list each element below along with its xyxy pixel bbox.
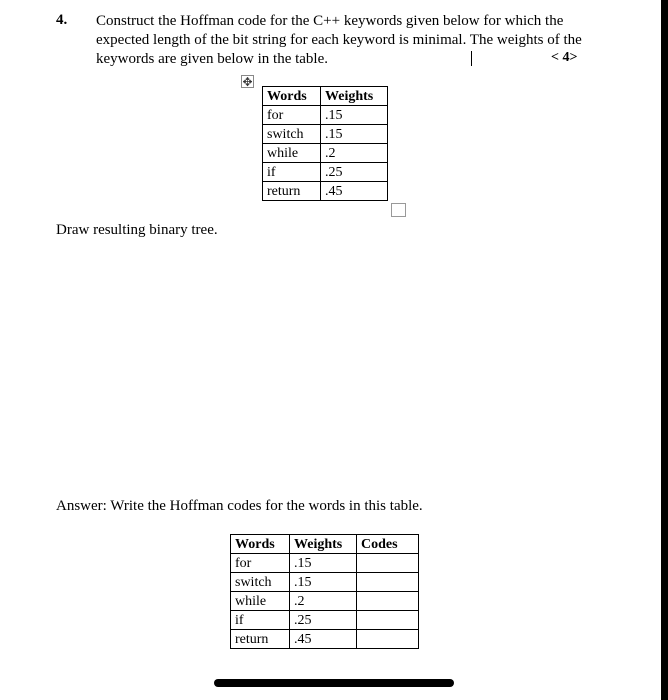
cell-weight: .2	[290, 592, 357, 611]
table-row	[263, 106, 388, 125]
table-header-row	[263, 87, 388, 106]
table-row	[263, 125, 388, 144]
home-indicator[interactable]	[214, 679, 454, 687]
cell-word: for	[263, 106, 321, 125]
text-cursor	[471, 51, 472, 66]
header-words: Words	[263, 87, 321, 106]
table-row	[263, 163, 388, 182]
cell-word: switch	[231, 573, 290, 592]
cell-weight: .15	[290, 573, 357, 592]
cell-code[interactable]	[357, 611, 419, 630]
table-row	[231, 592, 419, 611]
cell-word: if	[263, 163, 321, 182]
cell-weight: .15	[290, 554, 357, 573]
answer-instruction: Answer: Write the Hoffman codes for the words in this table.	[56, 498, 423, 514]
cell-word: while	[263, 144, 321, 163]
table-row	[231, 554, 419, 573]
move-handle-icon[interactable]: ✥	[242, 75, 253, 89]
cell-weight: .25	[290, 611, 357, 630]
cell-weight: .45	[321, 182, 388, 201]
table-row	[231, 630, 419, 649]
header-words: Words	[231, 535, 290, 554]
weights-table	[262, 86, 388, 201]
resize-handle-icon[interactable]	[391, 203, 406, 217]
cell-word: for	[231, 554, 290, 573]
header-weights: Weights	[290, 535, 357, 554]
cell-word: switch	[263, 125, 321, 144]
cell-word: while	[231, 592, 290, 611]
table-row	[263, 182, 388, 201]
cell-code[interactable]	[357, 573, 419, 592]
table-header-row	[231, 535, 419, 554]
cell-weight: .15	[321, 125, 388, 144]
cell-word: return	[231, 630, 290, 649]
header-weights: Weights	[321, 87, 388, 106]
question-number: 4.	[56, 12, 68, 28]
cell-weight: .45	[290, 630, 357, 649]
cell-word: if	[231, 611, 290, 630]
cell-word: return	[263, 182, 321, 201]
codes-table	[230, 534, 419, 649]
draw-instruction: Draw resulting binary tree.	[56, 222, 218, 238]
cell-code[interactable]	[357, 592, 419, 611]
cell-code[interactable]	[357, 630, 419, 649]
table-row	[263, 144, 388, 163]
table-row	[231, 611, 419, 630]
cell-weight: .2	[321, 144, 388, 163]
cell-weight: .25	[321, 163, 388, 182]
cell-code[interactable]	[357, 554, 419, 573]
header-codes: Codes	[357, 535, 419, 554]
question-text: Construct the Hoffman code for the C++ keywords given below for which the expected length of the bit string for each keyword is minimal. The weights of the keywords are given below in the table.	[96, 13, 582, 67]
question-marks: < 4>	[551, 50, 578, 65]
cell-weight: .15	[321, 106, 388, 125]
table-row	[231, 573, 419, 592]
